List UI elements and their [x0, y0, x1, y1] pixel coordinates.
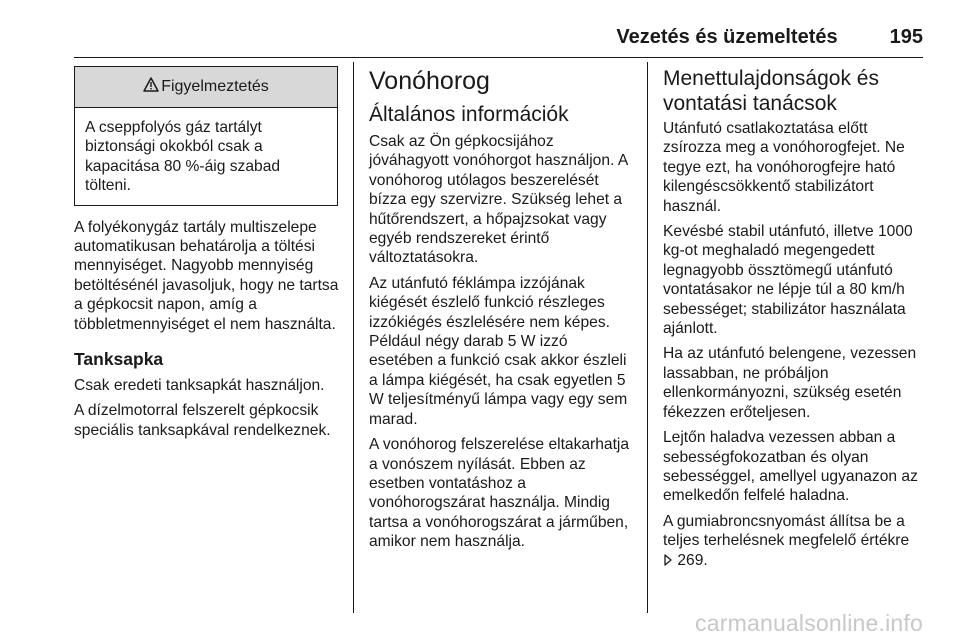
towbar-paragraph-1: Csak az Ön gépkocsijához jóváhagyott vonóhorgot használjon. A vonóhorog utólagos beszerelését bízza egy szervizre. Szükség lehet a hűtőrendszert, a hőpajzsokat vagy egyéb rendszereket érintő változtatásokra.: [369, 133, 628, 267]
driving-tips-paragraph-4: Lejtőn haladva vezessen abban a sebességfokozatban és olyan sebességgel, amellyel ugyanazon az emelkedőn felfelé haladna.: [663, 429, 918, 505]
page-number: 195: [889, 26, 923, 48]
watermark: carmanualsonline.info: [695, 610, 923, 636]
fuel-cap-paragraph-1: Csak eredeti tanksapkát használjon.: [74, 377, 325, 395]
driving-tips-paragraph-1: Utánfutó csatlakoztatása előtt zsírozza meg a vonóhorogfejet. Ne tegye ezt, ha vonóhorogfejre ható kilengéscsökkentő stabilizátort használ.: [663, 120, 905, 215]
lpg-tank-paragraph: A folyékonygáz tartály multiszelepe automatikusan behatárolja a töltési mennyiséget. Nagyobb mennyiség betöltésénél javasoljuk, hogy ne tartsa a gépkocsit napon, amíg a többletmennyiséget el nem használta.: [74, 218, 339, 333]
warning-box: [74, 66, 338, 206]
header-rule: [74, 57, 923, 58]
column-2: [369, 66, 634, 558]
page-reference-arrow-icon: [663, 552, 677, 569]
column-divider-1: [353, 62, 354, 613]
towbar-paragraph-2: Az utánfutó féklámpa izzójának kiégését észlelő funkció részleges izzókiégés észlelésére nem képes. Például négy darab 5 W izzó esetében a funkció csak akkor észleli a lámpa kiégését, ha csak egyetlen 5 W teljesítményű lámpa vagy egy sem marad.: [369, 274, 628, 428]
warning-title: Figyelmeztetés: [161, 78, 269, 96]
towbar-paragraph-3: A vonóhorog felszerelése eltakarhatja a vonószem nyílását. Ebben az esetben vontatáshoz a vonóhorogszárat használja. Mindig tartsa a vonóhorogszárat a járműben, amikor nem használja.: [369, 436, 630, 551]
driving-tips-paragraph-2: Kevésbé stabil utánfutó, illetve 1000 kg-ot meghaladó megengedett legnagyobb össztömegű utánfutó vontatásakor ne lépje túl a 80 km/h sebességet; stabilizátor használata ajánlott.: [663, 223, 913, 338]
page-reference-link[interactable]: 269.: [677, 551, 708, 569]
column-1: [74, 66, 344, 446]
warning-header: [75, 67, 337, 108]
page-header: [74, 26, 923, 48]
column-divider-2: [647, 62, 648, 613]
fuel-cap-paragraph-2: A dízelmotorral felszerelt gépkocsik speciális tanksapkával rendelkeznek.: [74, 402, 331, 439]
driving-tips-paragraph-5: [663, 512, 925, 570]
section-subtitle-general-info: Általános információk: [369, 103, 569, 126]
warning-triangle-icon: [143, 77, 159, 97]
tyre-pressure-text: A gumiabroncsnyomást állítsa be a teljes terhelésnek megfelelő értékre: [663, 512, 910, 550]
section-title-vonohorog: Vonóhorog: [369, 67, 490, 95]
driving-tips-paragraph-3: Ha az utánfutó belengene, vezessen lassabban, ne próbáljon ellenkormányozni, szükség esetén fékezzen erőteljesen.: [663, 345, 917, 421]
section-title-driving-tips: Menettulajdonságok és vontatási tanácsok: [663, 67, 879, 115]
warning-text: A cseppfolyós gáz tartályt biztonsági okokból csak a kapacitása 80 %-áig szabad tölteni.: [85, 119, 281, 195]
section-heading-tanksapka: Tanksapka: [74, 349, 164, 370]
column-3: [663, 66, 925, 576]
header-title: Vezetés és üzemeltetés: [616, 26, 838, 48]
